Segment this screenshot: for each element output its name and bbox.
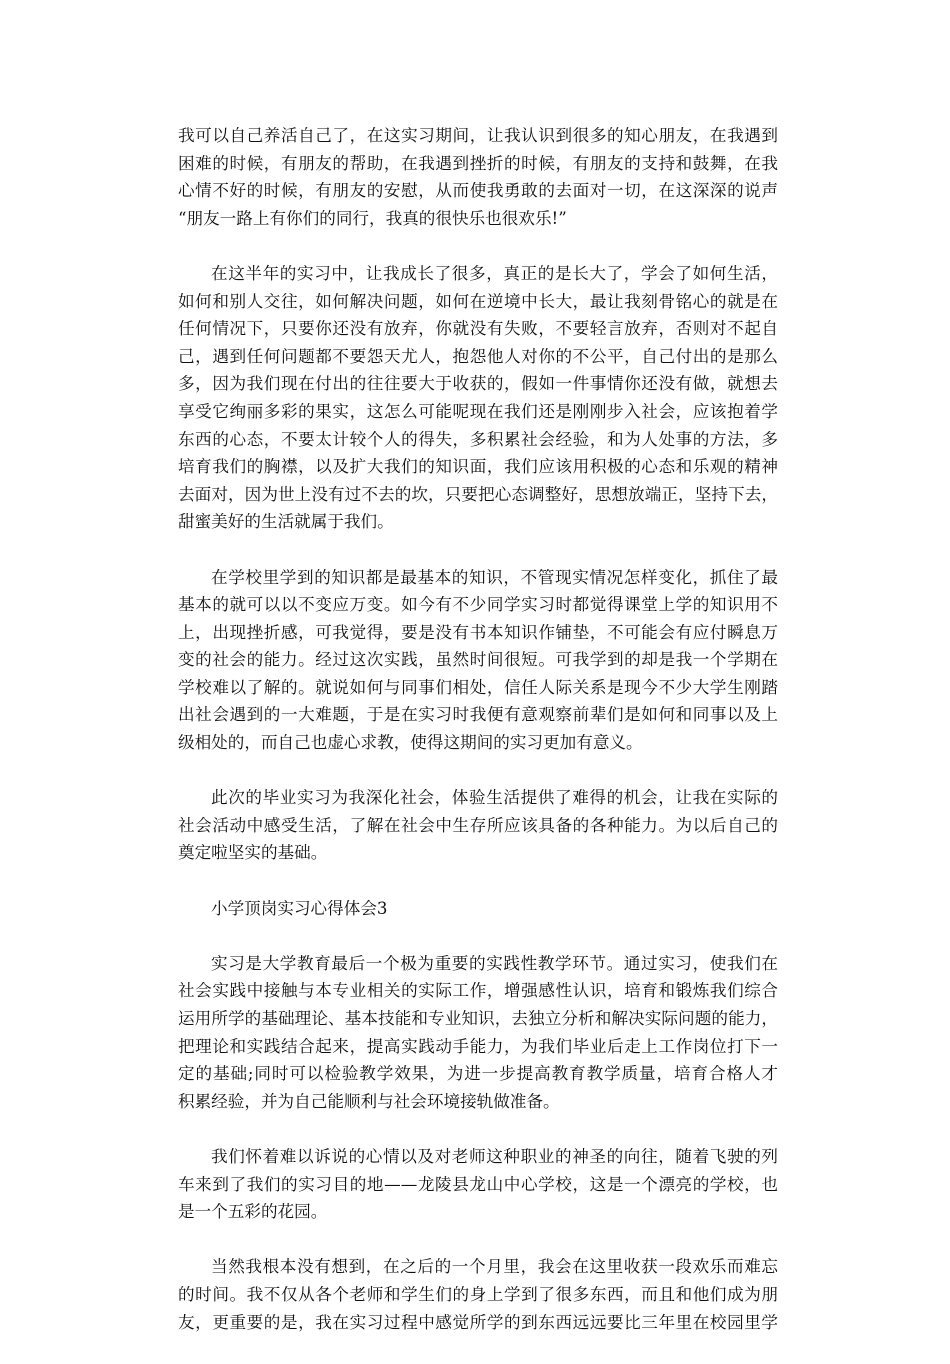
paragraph xyxy=(178,122,778,232)
paragraph-line: 培育我们的胸襟，以及扩大我们的知识面，我们应该用积极的心态和乐观的精神 xyxy=(178,457,778,477)
paragraph xyxy=(178,950,778,1116)
paragraph-line: 多，因为我们现在付出的往往要大于收获的，假如一件事情你还没有做，就想去 xyxy=(178,374,778,394)
paragraph-line: 定的基础;同时可以检验教学效果，为进一步提高教育教学质量，培育合格人才 xyxy=(178,1064,778,1084)
paragraph xyxy=(178,260,778,536)
paragraph-line: 的时间。我不仅从各个老师和学生们的身上学到了很多东西，而且和他们成为朋 xyxy=(178,1284,778,1304)
paragraph-line: 社会活动中感受生活，了解在社会中生存所应该具备的各种能力。为以后自己的 xyxy=(178,815,778,835)
paragraph-line: 上，出现挫折感，可我觉得，要是没有书本知识作铺垫，不可能会有应付瞬息万 xyxy=(178,622,778,642)
paragraph-line: 去面对，因为世上没有过不去的坎，只要把心态调整好，思想放端正，坚持下去， xyxy=(178,484,778,504)
paragraph-line: 级相处的，而自己也虚心求教，使得这期间的实习更加有意义。 xyxy=(178,733,643,753)
paragraph-line: 任何情况下，只要你还没有放弃，你就没有失败，不要轻言放弃，否则对不起自 xyxy=(178,319,778,339)
paragraph-line: 实习是大学教育最后一个极为重要的实践性教学环节。通过实习，使我们在 xyxy=(211,953,778,973)
paragraph-line: 变的社会的能力。经过这次实践，虽然时间很短。可我学到的却是我一个学期在 xyxy=(178,650,778,670)
paragraph-line: 学校难以了解的。就说如何与同事们相处，信任人际关系是现今不少大学生刚踏 xyxy=(178,677,778,697)
paragraph-line: 是一个五彩的花园。 xyxy=(178,1202,328,1222)
paragraph-line: 我可以自己养活自己了，在这实习期间，让我认识到很多的知心朋友，在我遇到 xyxy=(178,126,778,145)
paragraph-line: 奠定啦坚实的基础。 xyxy=(178,843,328,863)
paragraph-line: 己，遇到任何问题都不要怨天尤人，抱怨他人对你的不公平，自己付出的是那么 xyxy=(178,346,778,366)
paragraph-line: 甜蜜美好的生活就属于我们。 xyxy=(178,512,394,532)
section-heading-text: 小学顶岗实习心得体会3 xyxy=(211,898,388,918)
paragraph-line: 基本的就可以以不变应万变。如今有不少同学实习时都觉得课堂上学的知识用不 xyxy=(178,595,778,615)
section-heading xyxy=(178,895,778,923)
paragraph-line: 当然我根本没有想到，在之后的一个月里，我会在这里收获一段欢乐而难忘 xyxy=(211,1257,778,1277)
paragraph-line: 心情不好的时候，有朋友的安慰，从而使我勇敢的去面对一切，在这深深的说声 xyxy=(178,181,778,201)
paragraph-line: 运用所学的基础理论、基本技能和专业知识，去独立分析和解决实际问题的能力， xyxy=(178,1009,778,1028)
paragraph-line: 东西的心态，不要太计较个人的得失，多积累社会经验，和为人处事的方法，多 xyxy=(178,429,778,449)
paragraph-line: 出社会遇到的一大难题，于是在实习时我便有意观察前辈们是如何和同事以及上 xyxy=(178,705,778,725)
paragraph-line: 如何和别人交往，如何解决问题，如何在逆境中长大，最让我刻骨铭心的就是在 xyxy=(178,291,778,311)
paragraph-line: “朋友一路上有你们的同行，我真的很快乐也很欢乐!” xyxy=(178,208,567,228)
paragraph-line: 在学校里学到的知识都是最基本的知识，不管现实情况怎样变化，抓住了最 xyxy=(211,567,778,587)
paragraph-line: 把理论和实践结合起来，提高实践动手能力，为我们毕业后走上工作岗位打下一 xyxy=(178,1036,778,1056)
paragraph xyxy=(178,1253,778,1336)
paragraph-line: 在这半年的实习中，让我成长了很多，真正的是长大了，学会了如何生活， xyxy=(211,263,778,283)
document-body xyxy=(178,122,778,1364)
paragraph-line: 车来到了我们的实习目的地——龙陵县龙山中心学校，这是一个漂亮的学校，也 xyxy=(178,1174,778,1194)
paragraph xyxy=(178,784,778,867)
paragraph xyxy=(178,1143,778,1226)
paragraph xyxy=(178,564,778,757)
paragraph-line: 友，更重要的是，我在实习过程中感觉所学的到东西远远要比三年里在校园里学 xyxy=(178,1312,778,1332)
paragraph-line: 困难的时候，有朋友的帮助，在我遇到挫折的时候，有朋友的支持和鼓舞，在我 xyxy=(178,153,778,173)
paragraph-line: 此次的毕业实习为我深化社会，体验生活提供了难得的机会，让我在实际的 xyxy=(211,788,778,808)
paragraph-line: 社会实践中接触与本专业相关的实际工作，增强感性认识，培育和锻炼我们综合 xyxy=(178,981,778,1001)
paragraph-line: 积累经验，并为自己能顺利与社会环境接轨做准备。 xyxy=(178,1091,560,1111)
paragraph-line: 我们怀着难以诉说的心情以及对老师这种职业的神圣的向往，随着飞驶的列 xyxy=(211,1146,778,1166)
paragraph-line: 享受它绚丽多彩的果实，这怎么可能呢现在我们还是刚刚步入社会，应该抱着学 xyxy=(178,401,778,421)
